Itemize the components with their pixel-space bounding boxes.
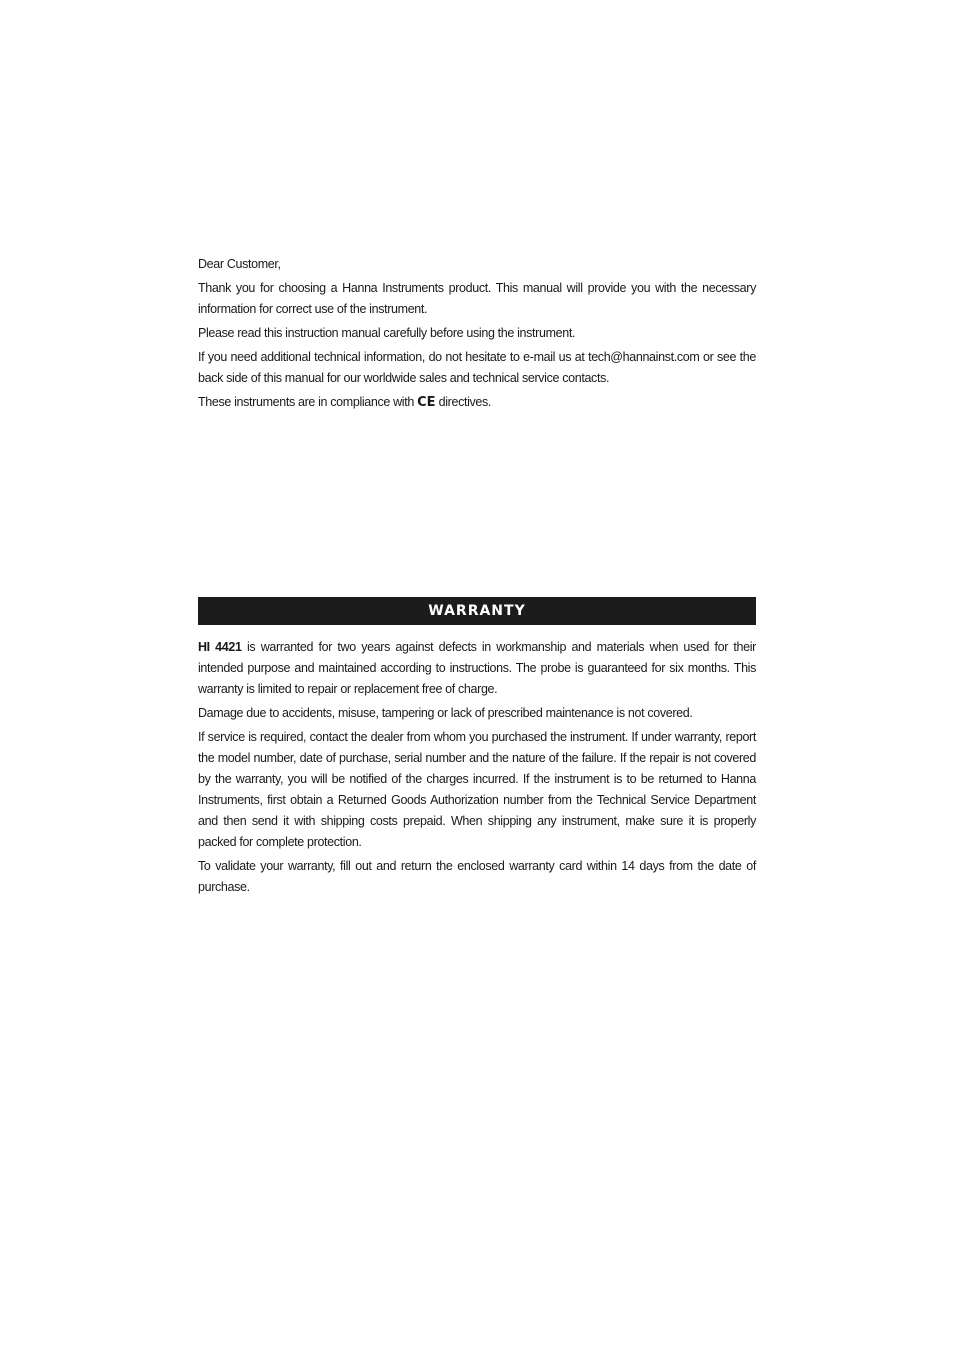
- warranty-paragraph-exclusions: Damage due to accidents, misuse, tampering or lack of prescribed maintenance is not covered.: [198, 706, 693, 720]
- warranty-section: [198, 597, 756, 901]
- intro-paragraph-read-manual: Please read this instruction manual carefully before using the instrument.: [198, 326, 576, 340]
- intro-paragraph-contact: If you need additional technical information, do not hesitate to e-mail us at tech@hannainst.com or see the back side of this manual for our worldwide sales and technical service contacts.: [198, 350, 756, 385]
- compliance-text-before: These instruments are in compliance with: [198, 395, 414, 409]
- warranty-paragraph-validate: To validate your warranty, fill out and return the enclosed warranty card within 14 days from the date of purchase.: [198, 859, 756, 894]
- greeting-text: Dear Customer,: [198, 257, 281, 271]
- compliance-text-after: directives.: [438, 395, 492, 409]
- warranty-title: WARRANTY: [428, 603, 526, 619]
- intro-paragraph-compliance: [198, 392, 756, 413]
- model-number: HI 4421: [198, 640, 242, 654]
- warranty-banner: [198, 597, 756, 625]
- warranty-paragraph-service: If service is required, contact the dealer from whom you purchased the instrument. If under warranty, report the model number, date of purchase, serial number and the nature of the failure. If the repair is not covered by the warranty, you will be notified of the charges incurred. If the instrument is to be returned to Hanna Instruments, first obtain a Returned Goods Authorization number from the Technical Service Department and then send it with shipping costs prepaid. When shipping any instrument, make sure it is properly packed for complete protection.: [198, 730, 756, 849]
- ce-mark-icon: CE: [417, 395, 436, 410]
- warranty-terms-text: is warranted for two years against defects in workmanship and materials when used for their intended purpose and maintained according to instructions. The probe is guaranteed for six months. This warranty is limited to repair or replacement free of charge.: [198, 640, 756, 696]
- warranty-paragraph-terms: [198, 637, 756, 700]
- intro-paragraph-thanks: Thank you for choosing a Hanna Instruments product. This manual will provide you with the necessary information for correct use of the instrument.: [198, 281, 756, 316]
- intro-section: [198, 254, 756, 416]
